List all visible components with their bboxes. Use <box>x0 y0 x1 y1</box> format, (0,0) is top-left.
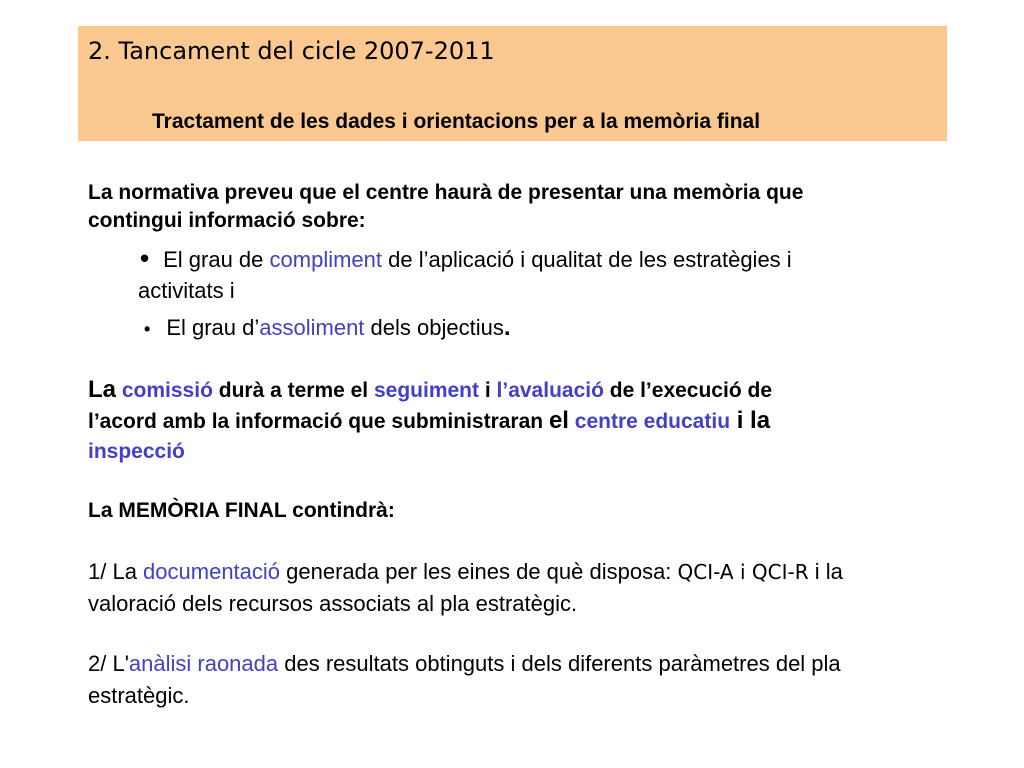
commission-centre: centre educatiu <box>568 410 731 433</box>
intro-paragraph <box>88 179 988 235</box>
bullet-dot-icon: • <box>140 243 150 273</box>
bullet-item-assoliment <box>138 312 938 345</box>
bullet-text-continuation: activitats i <box>138 278 235 303</box>
item1-after: generada per les eines de què disposa: <box>280 559 678 584</box>
slide-title: 2. Tancament del cicle 2007-2011 <box>88 37 495 65</box>
title-banner <box>78 26 947 141</box>
item1-line2: valoració dels recursos associats al pla estratègic. <box>88 591 578 616</box>
intro-line-2: contingui informació sobre: <box>88 209 366 232</box>
bullet-dot-icon: • <box>144 319 151 339</box>
commission-seguiment: seguiment <box>373 379 480 402</box>
item2-prefix: 2/ L' <box>88 651 129 676</box>
item2-line2: estratègic. <box>88 683 190 708</box>
commission-acord: l’acord amb la informació que subministraran <box>88 410 549 433</box>
bullet-period: . <box>503 314 511 341</box>
commission-dura: durà a terme el <box>212 379 374 402</box>
item1-prefix: 1/ La <box>88 559 144 584</box>
bullet-highlight-compliment: compliment <box>269 247 382 272</box>
bullet-highlight-assoliment: assoliment <box>259 315 365 340</box>
commission-i: i <box>479 379 497 402</box>
slide-subtitle: Tractament de les dades i orientacions per a la memòria final <box>152 110 761 133</box>
memoria-heading: La MEMÒRIA FINAL contindrà: <box>88 499 395 522</box>
commission-paragraph <box>88 375 968 467</box>
commission-inspeccio: inspecció <box>88 440 185 463</box>
memoria-item-1 <box>88 556 988 620</box>
item2-highlight: anàlisi raonada <box>128 651 279 676</box>
bullet-text-after: de l’aplicació i qualitat de les estratègies i <box>382 247 792 272</box>
commission-el: el <box>548 407 569 434</box>
item1-qci: QCI-A i QCI-R <box>677 560 809 584</box>
item1-highlight: documentació <box>143 559 281 584</box>
intro-line-1: La normativa preveu que el centre haurà de presentar una memòria que <box>88 181 804 204</box>
commission-la: La <box>88 376 117 403</box>
commission-avaluacio: l’avaluació <box>496 379 604 402</box>
commission-comissio: comissió <box>121 379 213 402</box>
commission-de-execucio: de l’execució de <box>603 379 772 402</box>
memoria-item-2 <box>88 648 988 712</box>
bullet-text-before: El grau de <box>163 247 270 272</box>
bullet-text-before: El grau d’ <box>166 315 260 340</box>
bullet-text-after: dels objectius <box>364 315 504 340</box>
commission-i-la: i la <box>730 407 771 434</box>
item1-tail: i la <box>808 559 843 584</box>
item2-after: des resultats obtinguts i dels diferents paràmetres del pla <box>278 651 841 676</box>
bullet-item-compliment <box>138 243 938 306</box>
